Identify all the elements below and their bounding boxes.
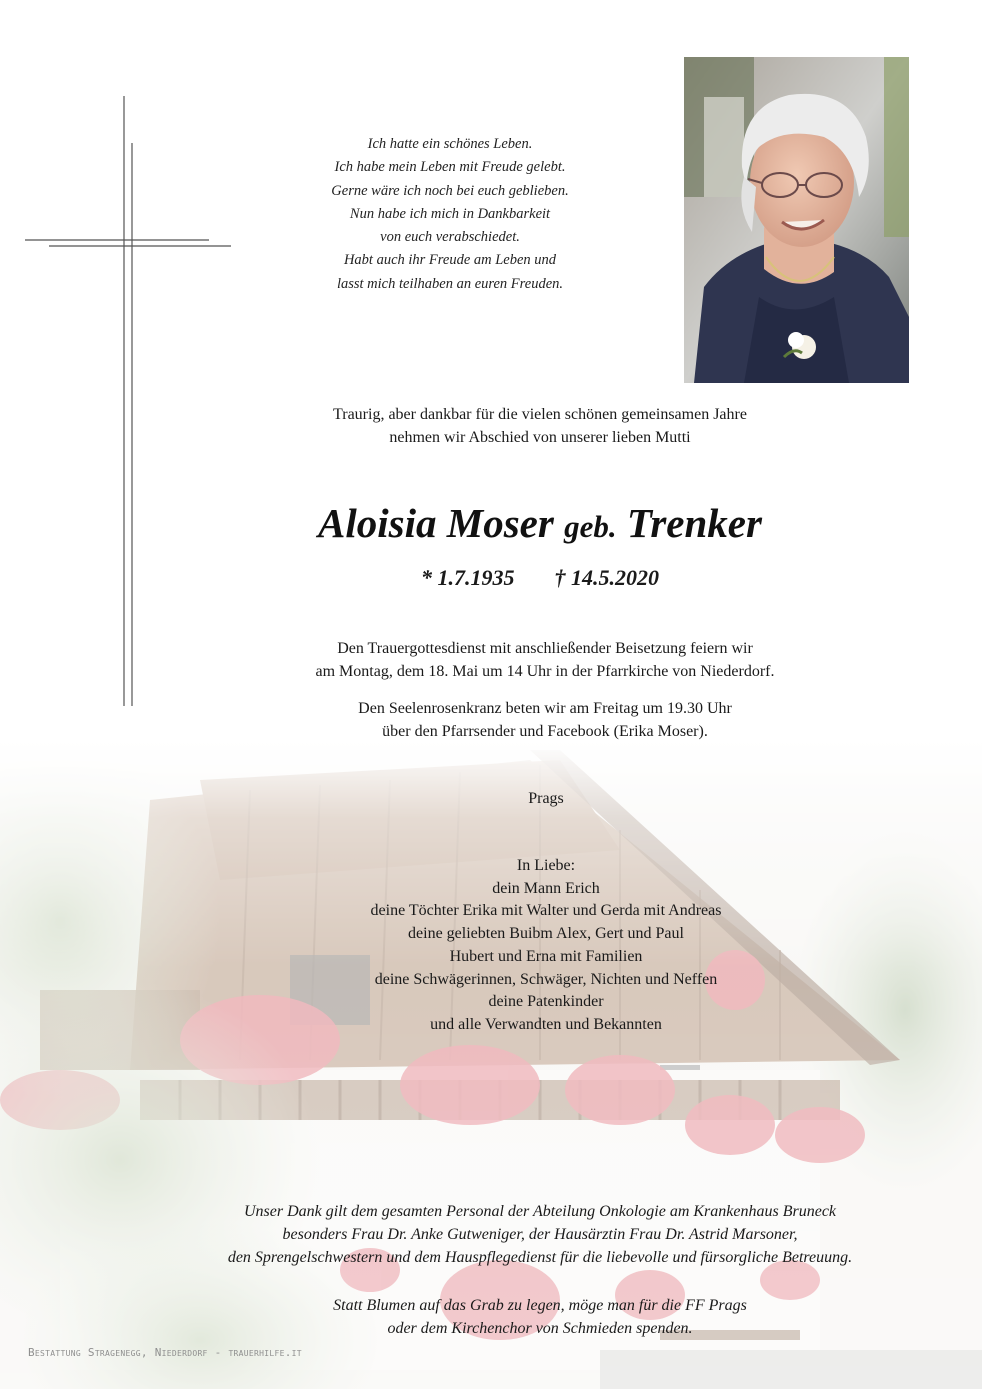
- donation-line: Statt Blumen auf das Grab zu legen, möge man für die FF Prags: [333, 1297, 747, 1314]
- rosary-info: [220, 697, 870, 743]
- poem-line: lasst mich teilhaben an euren Freuden.: [336, 275, 564, 292]
- maiden-name: Trenker: [626, 500, 762, 546]
- family-line: dein Mann Erich: [492, 879, 600, 897]
- donation-note: [220, 1294, 860, 1340]
- poem-line: Gerne wäre ich noch bei euch geblieben.: [331, 182, 569, 199]
- geb-label: geb.: [564, 509, 617, 544]
- family-heading: In Liebe:: [516, 857, 576, 874]
- family-line: Hubert und Erna mit Familien: [449, 947, 643, 965]
- deceased-name: [200, 497, 880, 553]
- poem-line: Nun habe ich mich in Dankbarkeit: [349, 205, 551, 222]
- poem: [300, 133, 600, 296]
- intro-line: nehmen wir Abschied von unserer lieben Mutti: [389, 429, 691, 446]
- thanks-line: den Sprengelschwestern und dem Hauspflegedienst für die liebevolle und fürsorgliche Betreuung.: [227, 1249, 853, 1266]
- poem-line: von euch verabschiedet.: [380, 229, 520, 246]
- place-name: Prags: [528, 790, 564, 807]
- thanks-line: Unser Dank gilt dem gesamten Personal der Abteilung Onkologie am Krankenhaus Bruneck: [243, 1203, 837, 1220]
- donation-line: oder dem Kirchenchor von Schmieden spenden.: [387, 1320, 693, 1337]
- funeral-home-footer: Bestattung Stragenegg, Niederdorf - trauerhilfe.it: [28, 1346, 302, 1359]
- cross-icon: [0, 0, 240, 720]
- intro-line: Traurig, aber dankbar für die vielen schönen gemeinsamen Jahre: [333, 406, 747, 423]
- intro-text: [250, 403, 830, 449]
- family-line: deine Schwägerinnen, Schwäger, Nichten und Neffen: [374, 970, 718, 988]
- death-date: † 14.5.2020: [554, 565, 659, 590]
- family-line: und alle Verwandten und Bekannten: [430, 1015, 662, 1033]
- thanks-line: besonders Frau Dr. Anke Gutweniger, der Hausärztin Frau Dr. Astrid Marsoner,: [282, 1226, 798, 1243]
- name-text: Aloisia Moser: [318, 500, 554, 546]
- poem-line: Habt auch ihr Freude am Leben und: [343, 252, 557, 269]
- life-dates: [330, 563, 750, 593]
- service-line: Den Trauergottesdienst mit anschließender Beisetzung feiern wir: [337, 640, 753, 657]
- rosary-line: über den Pfarrsender und Facebook (Erika Moser).: [382, 723, 708, 740]
- funeral-service-info: [220, 637, 870, 683]
- thanks-text: [120, 1200, 960, 1269]
- poem-line: Ich habe mein Leben mit Freude gelebt.: [334, 159, 566, 176]
- portrait-photo: [684, 57, 909, 383]
- birth-date: * 1.7.1935: [421, 565, 515, 590]
- service-line: am Montag, dem 18. Mai um 14 Uhr in der Pfarrkirche von Niederdorf.: [315, 663, 775, 680]
- farmhouse-background-image: [0, 740, 982, 1389]
- family-mourners: [246, 855, 846, 1037]
- rosary-line: Den Seelenrosenkranz beten wir am Freitag um 19.30 Uhr: [358, 700, 732, 717]
- poem-line: Ich hatte ein schönes Leben.: [367, 136, 533, 152]
- family-line: deine geliebten Buibm Alex, Gert und Paul: [408, 925, 684, 943]
- family-line: deine Töchter Erika mit Walter und Gerda mit Andreas: [370, 902, 722, 920]
- family-line: deine Patenkinder: [488, 993, 604, 1011]
